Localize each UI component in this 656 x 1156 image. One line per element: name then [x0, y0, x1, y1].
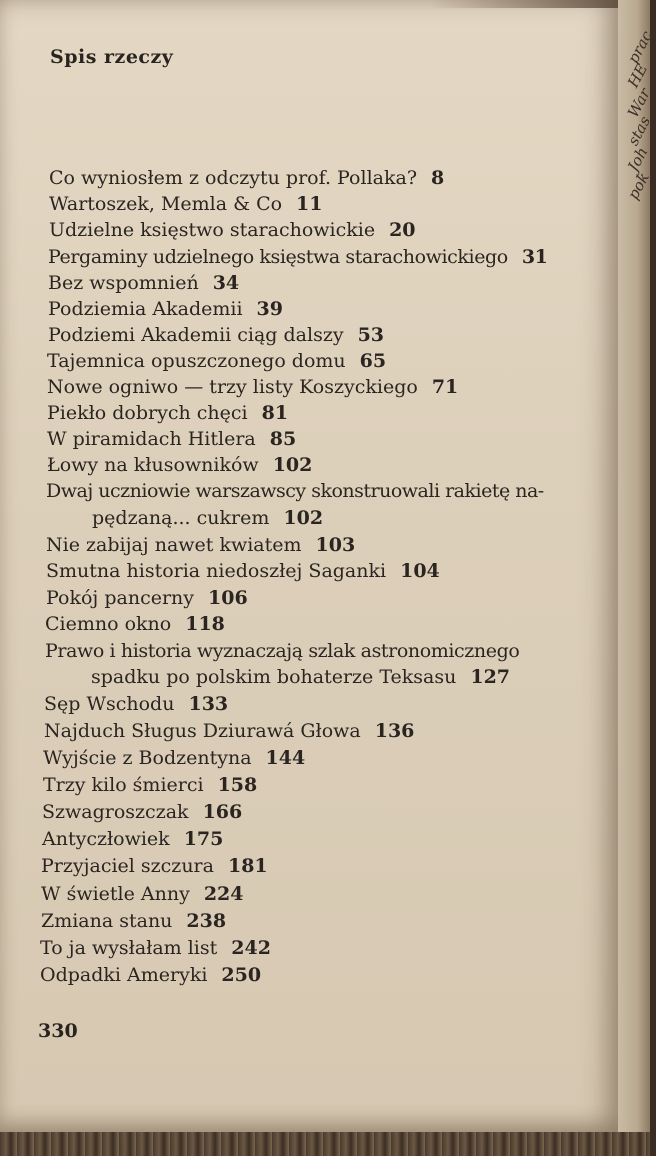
toc-entry-page: 242 [231, 937, 271, 959]
toc-entry-page: 175 [183, 828, 224, 850]
toc-entry-page: 8 [431, 167, 445, 189]
toc-entry-page: 224 [203, 883, 244, 905]
toc-entry-page: 166 [202, 801, 243, 823]
toc-entry-page: 31 [521, 246, 548, 268]
toc-entry-title: Ciemno okno [45, 613, 172, 635]
toc-entry-page: 34 [212, 272, 240, 294]
toc-entry [43, 774, 257, 796]
toc-entry [46, 587, 248, 609]
toc-entry-page: 144 [265, 747, 306, 769]
toc-entry-title: Udzielne księstwo starachowickie [49, 219, 376, 241]
toc-entry [45, 640, 519, 662]
toc-entry [46, 480, 544, 502]
toc-entry [40, 964, 261, 986]
toc-entry [41, 883, 244, 905]
toc-entry [49, 167, 444, 189]
toc-entry [44, 720, 414, 742]
toc-entry-title: Wartoszek, Memla & Co [49, 193, 283, 215]
edge-fragment: prac [624, 27, 656, 67]
toc-entry-title: Dwaj uczniowie warszawscy skonstruowali rakietę na- [46, 480, 544, 502]
toc-entry-title: Szwagroszczak [42, 801, 189, 823]
toc-entry [42, 801, 242, 823]
toc-entry-title: pędzaną... cukrem [92, 507, 270, 529]
edge-fragment: stas [624, 113, 655, 149]
page-number: 330 [38, 1020, 78, 1042]
toc-entry [40, 937, 271, 959]
toc-entry [49, 219, 416, 241]
toc-entry-page: 238 [186, 910, 227, 932]
toc-entry [41, 855, 268, 877]
facing-page-edge [618, 0, 656, 1156]
toc-entry [49, 193, 323, 215]
toc-entry [48, 298, 283, 320]
toc-entry-page: 118 [185, 613, 225, 635]
toc-entry-title: Najduch Sługus Dziurawá Głowa [44, 720, 361, 742]
book-bottom-edge [0, 1132, 650, 1156]
toc-entry-page: 106 [208, 587, 248, 609]
toc-entry [48, 324, 384, 346]
toc-entry-title: Prawo i historia wyznaczają szlak astronomicznego [45, 640, 520, 662]
toc-entry-title: spadku po polskim bohaterze Teksasu [91, 666, 457, 688]
edge-fragment: War [624, 85, 655, 121]
toc-entry [47, 428, 296, 450]
toc-entry-title: Nowe ogniwo — trzy listy Koszyckiego [47, 376, 418, 398]
toc-entry-page: 71 [431, 376, 459, 398]
toc-entry-title: Pergaminy udzielnego księstwa starachowickiego [48, 246, 508, 268]
toc-entry-title: Przyjaciel szczura [41, 855, 214, 877]
toc-entry-title: Zmiana stanu [41, 910, 173, 932]
toc-entry-page: 250 [221, 964, 262, 986]
toc-entry-page: 158 [217, 774, 258, 796]
toc-entry [46, 534, 355, 556]
toc-entry [42, 828, 223, 850]
toc-entry-title: Tajemnica opuszczonego domu [47, 350, 346, 372]
toc-entry-title: Pokój pancerny [46, 587, 195, 609]
toc-entry-page: 11 [296, 193, 323, 215]
page-shadow [430, 0, 650, 8]
toc-entry [47, 350, 386, 372]
toc-entry-title: Podziemi Akademii ciąg dalszy [48, 324, 344, 346]
toc-entry [47, 402, 288, 424]
toc-entry-title: Podziemia Akademii [48, 298, 243, 320]
toc-entry-page: 81 [261, 402, 289, 424]
toc-entry [45, 613, 225, 635]
toc-entry-continued [92, 507, 323, 529]
toc-entry-page: 20 [389, 219, 416, 241]
toc-entry-title: To ja wysłałam list [40, 937, 218, 959]
toc-entry-page: 127 [470, 666, 511, 688]
toc-entry-page: 53 [357, 324, 385, 346]
toc-entry-title: Co wyniosłem z odczytu prof. Pollaka? [49, 167, 418, 189]
toc-entry-page: 104 [400, 560, 440, 582]
toc-entry [47, 454, 312, 476]
toc-entry-page: 102 [272, 454, 313, 476]
edge-fragment: HE [624, 60, 652, 91]
toc-entry-page: 65 [359, 350, 387, 372]
toc-entry [47, 376, 458, 398]
toc-entry [46, 560, 440, 582]
edge-fragment: Joh [624, 144, 652, 175]
page-title: Spis rzeczy [50, 46, 174, 68]
toc-entry-page: 85 [269, 428, 297, 450]
toc-entry-title: Wyjście z Bodzentyna [43, 747, 252, 769]
toc-entry [48, 272, 239, 294]
edge-fragment: pok [624, 169, 653, 203]
toc-entry-title: Piekło dobrych chęci [47, 402, 248, 424]
toc-entry [41, 910, 226, 932]
toc-entry-title: W piramidach Hitlera [47, 428, 256, 450]
toc-entry-title: Sęp Wschodu [44, 693, 175, 715]
toc-entry-page: 39 [256, 298, 283, 320]
toc-entry-title: Nie zabijaj nawet kwiatem [46, 534, 302, 556]
toc-entry [43, 747, 305, 769]
toc-entry-page: 133 [188, 693, 229, 715]
toc-entry-title: Antyczłowiek [42, 828, 170, 850]
toc-entry-page: 102 [283, 507, 324, 529]
toc-entry-page: 103 [315, 534, 356, 556]
toc-entry [48, 246, 547, 268]
toc-entry-title: Smutna historia niedoszłej Saganki [46, 560, 387, 582]
toc-entry-page: 181 [227, 855, 268, 877]
toc-entry-title: Łowy na kłusowników [47, 454, 259, 476]
toc-entry-page: 136 [374, 720, 415, 742]
toc-entry-title: Trzy kilo śmierci [43, 774, 204, 796]
toc-entry-continued [91, 666, 510, 688]
toc-entry [44, 693, 228, 715]
toc-entry-title: Odpadki Ameryki [40, 964, 208, 986]
toc-entry-title: Bez wspomnień [48, 272, 199, 294]
toc-entry-title: W świetle Anny [41, 883, 190, 905]
